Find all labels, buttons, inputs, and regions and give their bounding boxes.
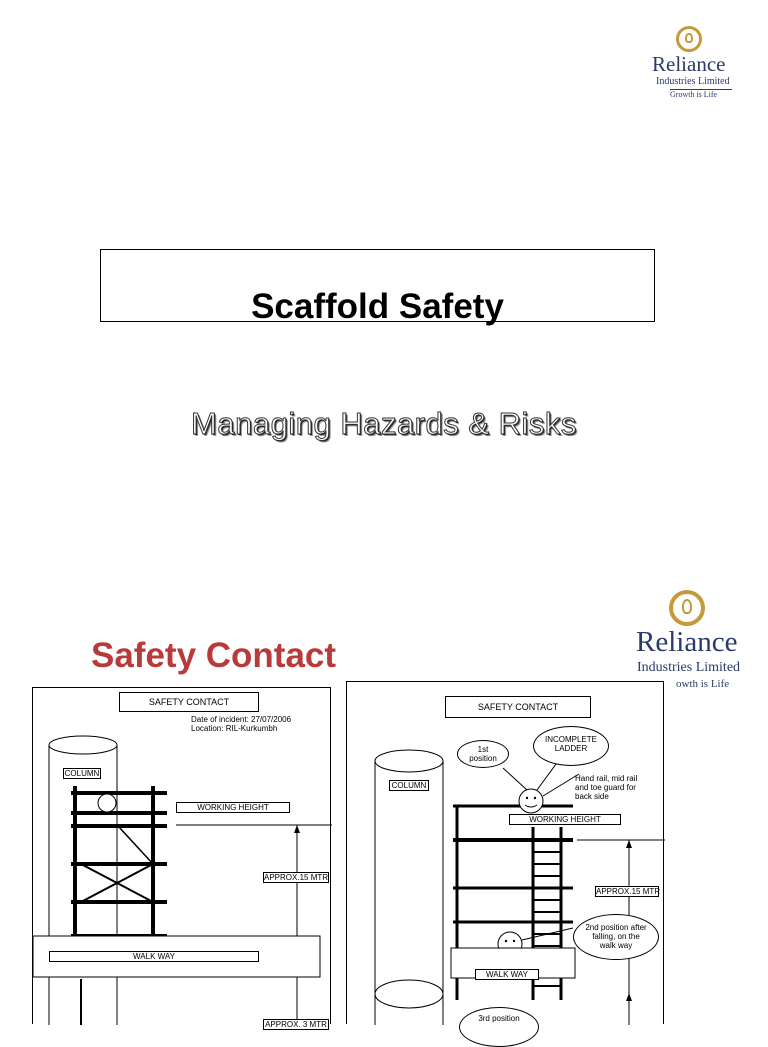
incident-location: Location: RIL-Kurkumbh — [191, 724, 278, 733]
second-position-bubble: 2nd position after falling, on the walk way — [573, 914, 659, 960]
logo-tagline: Growth is Life — [670, 90, 718, 99]
logo-tagline-partial: owth is Life — [676, 678, 730, 690]
safety-contact-heading: Safety Contact — [91, 636, 337, 675]
left-safety-contact-box: SAFETY CONTACT — [119, 692, 259, 712]
reliance-emblem-icon — [676, 26, 702, 52]
left-approx-3-label: APPROX. 3 MTR — [263, 1019, 329, 1030]
incomplete-ladder-bubble: INCOMPLETE LADDER — [533, 726, 609, 766]
right-safety-contact-box: SAFETY CONTACT — [445, 696, 591, 718]
first-position-bubble: 1st position — [457, 740, 509, 768]
right-column-label: COLUMN — [389, 780, 429, 791]
left-scaffold-drawing — [33, 688, 332, 1025]
right-walk-way-label: WALK WAY — [475, 969, 539, 980]
left-walk-way-label: WALK WAY — [49, 951, 259, 962]
left-approx-15-label: APPROX.15 MTR — [264, 873, 329, 882]
reliance-emblem-icon — [669, 590, 705, 626]
left-column-label: COLUMN — [64, 769, 100, 778]
right-approx-15-label: APPROX.15 MTR — [596, 887, 661, 896]
title-box — [100, 249, 655, 326]
reliance-logo-top — [650, 26, 750, 106]
logo-company: Industries Limited — [637, 660, 741, 675]
incident-date: Date of incident: 27/07/2006 — [191, 715, 292, 724]
left-diagram-panel — [32, 687, 331, 1029]
slide-title: Scaffold Safety — [251, 287, 504, 326]
logo-name: Reliance — [652, 52, 726, 76]
handrail-note: Hand rail, mid rail and toe guard for back side — [575, 774, 638, 801]
right-working-height-label: WORKING HEIGHT — [509, 814, 621, 825]
slide-subtitle: Managing Hazards & Risks — [191, 406, 577, 441]
third-position-bubble: 3rd position — [459, 1007, 539, 1047]
logo-company: Industries Limited — [656, 76, 730, 87]
left-working-height-label: WORKING HEIGHT — [176, 802, 290, 813]
logo-name: Reliance — [636, 626, 738, 658]
right-diagram-panel — [346, 681, 664, 1024]
